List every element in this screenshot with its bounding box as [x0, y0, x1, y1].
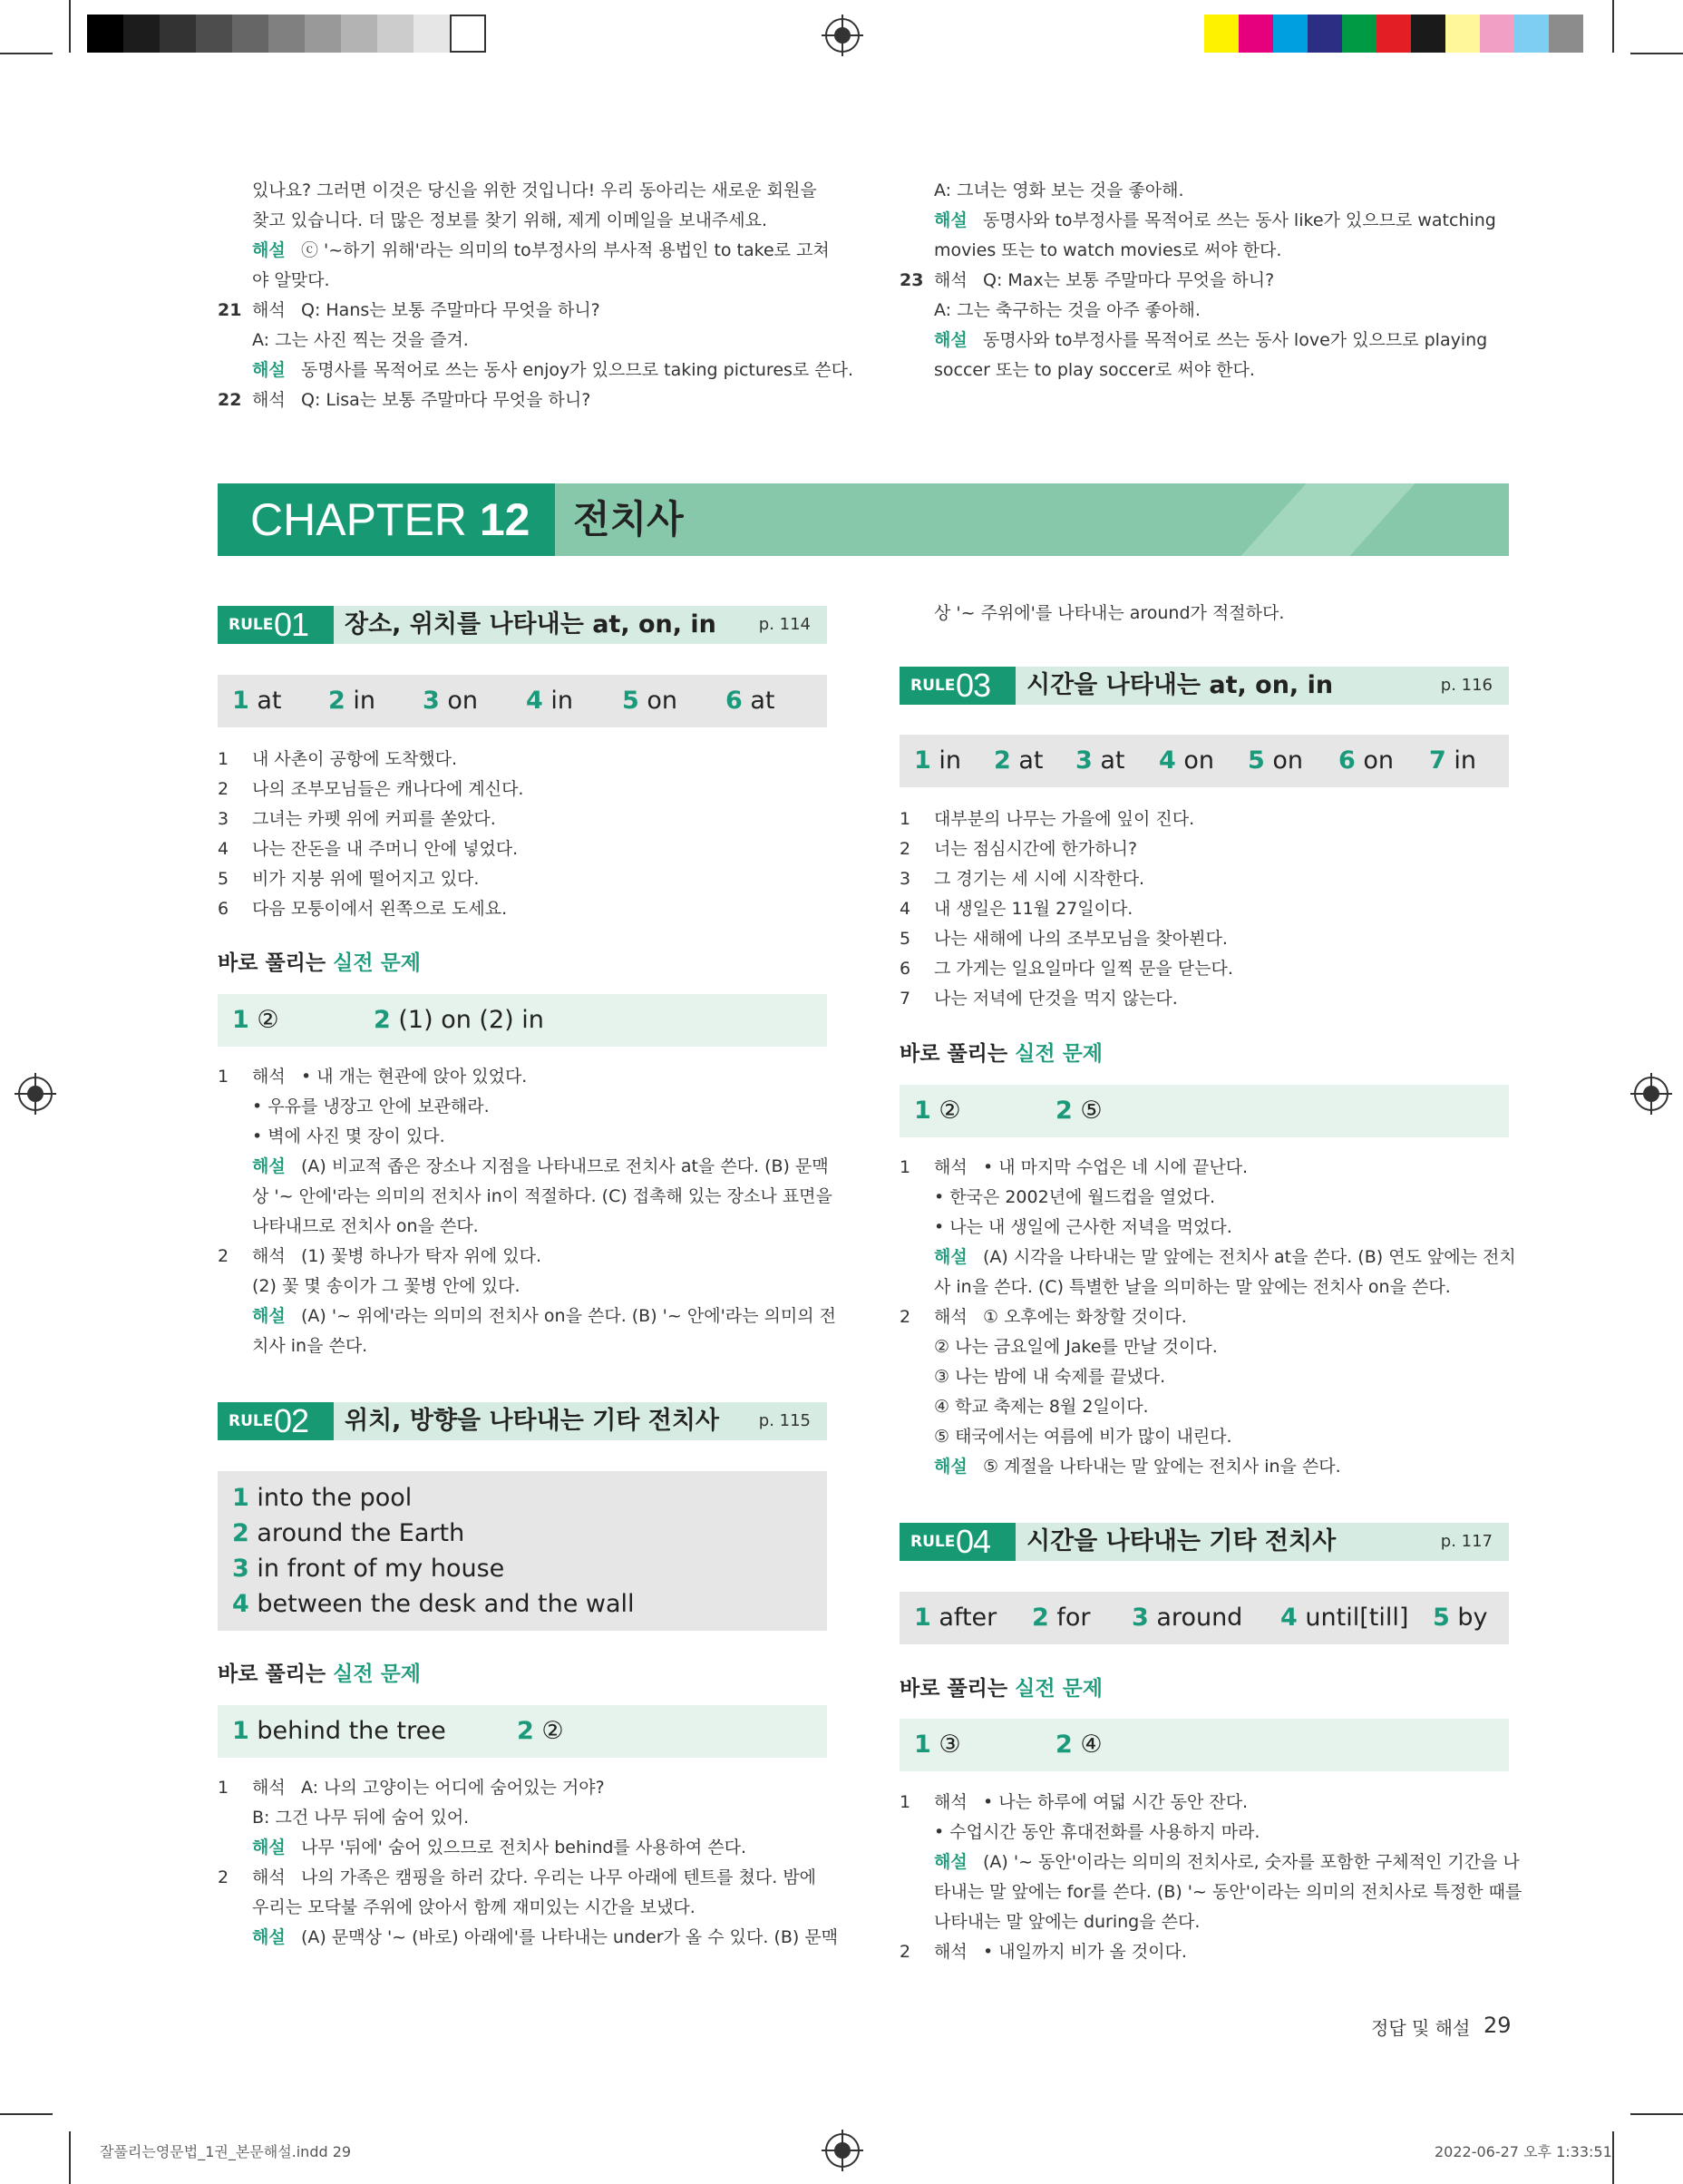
text-line: 사 in을 쓴다. (C) 특별한 날을 의미하는 말 앞에는 전치사 on을 쓴다. — [934, 1277, 1451, 1297]
text-line: ④ 학교 축제는 8월 2일이다. — [934, 1397, 1149, 1417]
item-number: 23 — [900, 270, 924, 290]
item-number: 22 — [218, 390, 242, 410]
rule-01-answer-box — [218, 675, 827, 727]
text-line: • 내일까지 비가 올 것이다. — [983, 1942, 1187, 1962]
item-number: 2 — [900, 1942, 911, 1962]
answer-item: 1 in — [914, 746, 962, 775]
answer-item: 2 ② — [517, 1717, 564, 1745]
answer-item: 4 in — [526, 687, 574, 715]
text-line: Q: Max는 보통 주말마다 무엇을 하니? — [983, 270, 1275, 290]
answer-item: 1 behind the tree — [232, 1717, 446, 1745]
rule-title: 시간을 나타내는 at, on, in — [1026, 671, 1334, 699]
item-number: 1 — [218, 1778, 229, 1798]
chapter-title: 전치사 — [573, 497, 684, 541]
item-number: 2 — [900, 839, 911, 859]
banner-stripe — [1224, 483, 1423, 556]
text-line: Q: Hans는 보통 주말마다 무엇을 하니? — [301, 300, 600, 320]
rule-03-answer-box — [900, 735, 1509, 787]
rule-title: 장소, 위치를 나타내는 at, on, in — [345, 610, 716, 639]
explain-label: 해설 — [252, 1927, 286, 1947]
answer-item: 6 at — [725, 687, 775, 715]
answer-item: 2 for — [1032, 1604, 1091, 1632]
text-line: (A) 비교적 좁은 장소나 지점을 나타내므로 전치사 at을 쓴다. (B) 문맥 — [301, 1156, 829, 1176]
item-number: 1 — [218, 749, 229, 769]
rule-page: p. 115 — [758, 1411, 811, 1430]
rule-tag: RULE 02 — [218, 1402, 334, 1440]
translation-line: 나는 새해에 나의 조부모님을 찾아뵌다. — [934, 929, 1228, 949]
slug-filename: 잘풀리는영문법_1권_본문해설.indd 29 — [100, 2143, 352, 2160]
translation-label: 해석 — [252, 1246, 286, 1266]
practice-heading: 바로 풀리는 실전 문제 — [900, 1677, 1104, 1701]
translation-line: 그 가게는 일요일마다 일찍 문을 닫는다. — [934, 959, 1233, 979]
rule-01-header — [218, 606, 827, 644]
page-number: 29 — [1484, 2013, 1512, 2038]
rule-tag: RULE 04 — [900, 1523, 1016, 1561]
answer-item: 4 until[till] — [1280, 1604, 1409, 1632]
rule-03-header — [900, 667, 1509, 705]
text-line: ③ 나는 밤에 내 숙제를 끝냈다. — [934, 1367, 1166, 1387]
text-line: ⑤ 태국에서는 여름에 비가 많이 내린다. — [934, 1427, 1232, 1447]
answer-item: 5 on — [1248, 746, 1304, 775]
registration-mark-top — [825, 18, 860, 53]
item-number: 1 — [900, 1792, 911, 1812]
text-line: 나무 '뒤에' 숨어 있으므로 전치사 behind를 사용하여 쓴다. — [301, 1838, 747, 1857]
text-line: A: 그녀는 영화 보는 것을 좋아해. — [934, 180, 1184, 200]
practice-heading: 바로 풀리는 실전 문제 — [900, 1042, 1104, 1066]
item-number: 2 — [218, 779, 229, 799]
item-number: 21 — [218, 300, 242, 320]
translation-line: 나의 조부모님들은 캐나다에 계신다. — [252, 779, 524, 799]
translation-label: 해석 — [934, 1942, 968, 1962]
translation-label: 해석 — [252, 390, 286, 410]
answer-item: 2 (1) on (2) in — [374, 1006, 544, 1034]
answer-item: 5 on — [622, 687, 678, 715]
answer-item: 7 in — [1429, 746, 1477, 775]
translation-line: 내 생일은 11월 27일이다. — [934, 899, 1133, 919]
text-line: 나의 가족은 캠핑을 하러 갔다. 우리는 나무 아래에 텐트를 쳤다. 밤에 — [301, 1867, 817, 1887]
item-number: 6 — [218, 899, 229, 919]
rule-01-practice-box — [218, 994, 827, 1047]
item-number: 4 — [218, 839, 229, 859]
rule-02-answer-box — [218, 1471, 827, 1631]
registration-mark-left — [18, 1077, 53, 1111]
rule-title: 시간을 나타내는 기타 전치사 — [1026, 1527, 1337, 1555]
translation-line: 비가 지붕 위에 떨어지고 있다. — [252, 869, 480, 889]
translation-line: 그 경기는 세 시에 시작한다. — [934, 869, 1145, 889]
item-number: 1 — [900, 1157, 911, 1177]
translation-label: 해석 — [252, 1778, 286, 1798]
rule-04-practice-box — [900, 1719, 1509, 1771]
explain-label: 해설 — [934, 210, 968, 230]
text-line: movies 또는 to watch movies로 써야 한다. — [934, 240, 1282, 260]
text-line: (A) 시각을 나타내는 말 앞에는 전치사 at을 쓴다. (B) 연도 앞에는 전치 — [983, 1247, 1516, 1267]
text-line: 우리는 모닥불 주위에 앉아서 함께 재미있는 시간을 보냈다. — [252, 1897, 696, 1917]
practice-heading: 바로 풀리는 실전 문제 — [218, 1662, 422, 1686]
translation-label: 해석 — [934, 270, 968, 290]
text-line: (A) '~ 동안'이라는 의미의 전치사로, 숫자를 포함한 구체적인 기간을 나 — [983, 1852, 1520, 1872]
item-number: 4 — [900, 899, 911, 919]
text-line: 동명사를 목적어로 쓰는 동사 enjoy가 있으므로 taking pictures로 쓴다. — [301, 360, 854, 380]
text-line: • 내 개는 현관에 앉아 있었다. — [301, 1067, 528, 1087]
text-line: • 한국은 2002년에 월드컵을 열었다. — [934, 1187, 1216, 1207]
text-line: ⓒ '~하기 위해'라는 의미의 to부정사의 부사적 용법인 to take로 고쳐 — [301, 240, 830, 260]
rule-tag: RULE 01 — [218, 606, 334, 644]
explain-label: 해설 — [934, 1247, 968, 1267]
text-line: Q: Lisa는 보통 주말마다 무엇을 하니? — [301, 390, 591, 410]
explain-label: 해설 — [252, 1156, 286, 1176]
explain-label: 해설 — [252, 240, 286, 260]
text-line: • 나는 내 생일에 근사한 저녁을 먹었다. — [934, 1217, 1232, 1237]
text-line: 타내는 말 앞에는 for를 쓴다. (B) '~ 동안'이라는 의미의 전치사로 특정한 때를 — [934, 1882, 1522, 1902]
registration-mark-bottom — [825, 2133, 860, 2168]
item-number: 3 — [900, 869, 911, 889]
rule-02-header — [218, 1402, 827, 1440]
rule-page: p. 116 — [1440, 676, 1493, 695]
answer-item: 1 ② — [232, 1006, 279, 1034]
chapter-number: 12 — [479, 494, 530, 545]
text-line: (A) 문맥상 '~ (바로) 아래에'를 나타내는 under가 올 수 있다. (B) 문맥 — [301, 1927, 839, 1947]
text-line: • 수업시간 동안 휴대전화를 사용하지 마라. — [934, 1822, 1260, 1842]
rule-tag: RULE 03 — [900, 667, 1016, 705]
rule-04-answer-box — [900, 1592, 1509, 1644]
text-line: ① 오후에는 화창할 것이다. — [983, 1307, 1187, 1327]
rule-04-header — [900, 1523, 1509, 1561]
text-line: 야 알맞다. — [252, 270, 330, 290]
rule-02-practice-box — [218, 1705, 827, 1758]
rule-page: p. 114 — [758, 615, 811, 634]
practice-heading: 바로 풀리는 실전 문제 — [218, 951, 422, 975]
item-number: 2 — [218, 1246, 229, 1266]
text-line: 상 '~ 주위에'를 나타내는 around가 적절하다. — [934, 603, 1285, 623]
text-line: 나타내는 말 앞에는 during을 쓴다. — [934, 1912, 1201, 1932]
text-line: B: 그건 나무 뒤에 숨어 있어. — [252, 1808, 470, 1828]
translation-label: 해석 — [252, 300, 286, 320]
rule-03-practice-box — [900, 1085, 1509, 1137]
translation-line: 내 사촌이 공항에 도착했다. — [252, 749, 458, 769]
translation-label: 해석 — [934, 1157, 968, 1177]
rule-page: p. 117 — [1440, 1532, 1493, 1551]
text-line: A: 나의 고양이는 어디에 숨어있는 거야? — [301, 1778, 605, 1798]
answer-item: 3 on — [423, 687, 479, 715]
answer-item: 3 in front of my house — [232, 1555, 505, 1583]
explain-label: 해설 — [252, 360, 286, 380]
translation-line: 너는 점심시간에 한가하니? — [934, 839, 1138, 859]
explain-label: 해설 — [252, 1306, 286, 1326]
item-number: 3 — [218, 809, 229, 829]
text-line: • 나는 하루에 여덟 시간 동안 잔다. — [983, 1792, 1249, 1812]
translation-label: 해석 — [252, 1867, 286, 1887]
text-line: • 우유를 냉장고 안에 보관해라. — [252, 1097, 490, 1116]
translation-line: 나는 저녁에 단것을 먹지 않는다. — [934, 989, 1178, 1009]
answer-item: 1 at — [232, 687, 282, 715]
answer-item: 2 ④ — [1056, 1731, 1103, 1759]
answer-item: 1 ② — [914, 1097, 961, 1125]
text-line: A: 그는 사진 찍는 것을 즐겨. — [252, 330, 469, 350]
item-number: 6 — [900, 959, 911, 979]
item-number: 5 — [900, 929, 911, 949]
text-line: • 내 마지막 수업은 네 시에 끝난다. — [983, 1157, 1249, 1177]
text-line: (1) 꽃병 하나가 탁자 위에 있다. — [301, 1246, 542, 1266]
answer-item: 2 at — [994, 746, 1044, 775]
translation-line: 나는 잔돈을 내 주머니 안에 넣었다. — [252, 839, 519, 859]
text-line: (2) 꽃 몇 송이가 그 꽃병 안에 있다. — [252, 1276, 520, 1296]
footer-label: 정답 및 해설 — [1371, 2017, 1471, 2039]
slug-date: 2022-06-27 오후 1:33:51 — [1435, 2143, 1612, 2160]
text-line: • 벽에 사진 몇 장이 있다. — [252, 1126, 445, 1146]
text-line: 치사 in을 쓴다. — [252, 1336, 368, 1356]
answer-item: 4 between the desk and the wall — [232, 1590, 635, 1618]
explain-label: 해설 — [252, 1838, 286, 1857]
text-line: 동명사와 to부정사를 목적어로 쓰는 동사 love가 있으므로 playing — [983, 330, 1488, 350]
text-line: 나타내므로 전치사 on을 쓴다. — [252, 1216, 479, 1236]
translation-line: 다음 모퉁이에서 왼쪽으로 도세요. — [252, 899, 508, 919]
answer-item: 4 on — [1159, 746, 1215, 775]
text-line: soccer 또는 to play soccer로 써야 한다. — [934, 360, 1255, 380]
text-line: ② 나는 금요일에 Jake를 만날 것이다. — [934, 1337, 1218, 1357]
text-line: 동명사와 to부정사를 목적어로 쓰는 동사 like가 있으므로 watching — [983, 210, 1496, 230]
text-line: 있나요? 그러면 이것은 당신을 위한 것입니다! 우리 동아리는 새로운 회원을 — [252, 180, 817, 200]
rule-title: 위치, 방향을 나타내는 기타 전치사 — [345, 1407, 720, 1435]
translation-label: 해석 — [934, 1307, 968, 1327]
answer-item: 2 around the Earth — [232, 1519, 465, 1547]
translation-label: 해석 — [252, 1067, 286, 1087]
answer-item: 6 on — [1338, 746, 1395, 775]
answer-item: 2 in — [328, 687, 376, 715]
item-number: 5 — [218, 869, 229, 889]
answer-item: 3 at — [1075, 746, 1125, 775]
registration-mark-right — [1634, 1077, 1668, 1111]
item-number: 2 — [218, 1867, 229, 1887]
translation-line: 대부분의 나무는 가을에 잎이 진다. — [934, 809, 1195, 829]
chapter-banner — [218, 483, 1509, 556]
item-number: 2 — [900, 1307, 911, 1327]
chapter-label: CHAPTER 12 — [250, 494, 530, 545]
text-line: 상 '~ 안에'라는 의미의 전치사 in이 적절하다. (C) 접촉해 있는 장소나 표면을 — [252, 1186, 832, 1206]
answer-item: 5 by — [1433, 1604, 1488, 1632]
answer-item: 1 ③ — [914, 1731, 961, 1759]
translation-label: 해석 — [934, 1792, 968, 1812]
text-line: A: 그는 축구하는 것을 아주 좋아해. — [934, 300, 1201, 320]
answer-item: 2 ⑤ — [1056, 1097, 1103, 1125]
explain-label: 해설 — [934, 330, 968, 350]
text-line: 찾고 있습니다. 더 많은 정보를 찾기 위해, 제게 이메일을 보내주세요. — [252, 210, 768, 230]
item-number: 7 — [900, 989, 911, 1009]
answer-item: 1 after — [914, 1604, 997, 1632]
translation-line: 그녀는 카펫 위에 커피를 쏟았다. — [252, 809, 496, 829]
explain-label: 해설 — [934, 1852, 968, 1872]
item-number: 1 — [218, 1067, 229, 1087]
text-line: ⑤ 계절을 나타내는 말 앞에는 전치사 in을 쓴다. — [983, 1457, 1341, 1477]
text-line: (A) '~ 위에'라는 의미의 전치사 on을 쓴다. (B) '~ 안에'라는 의미의 전 — [301, 1306, 836, 1326]
item-number: 1 — [900, 809, 911, 829]
explain-label: 해설 — [934, 1457, 968, 1477]
answer-item: 1 into the pool — [232, 1484, 413, 1512]
answer-item: 3 around — [1132, 1604, 1243, 1632]
